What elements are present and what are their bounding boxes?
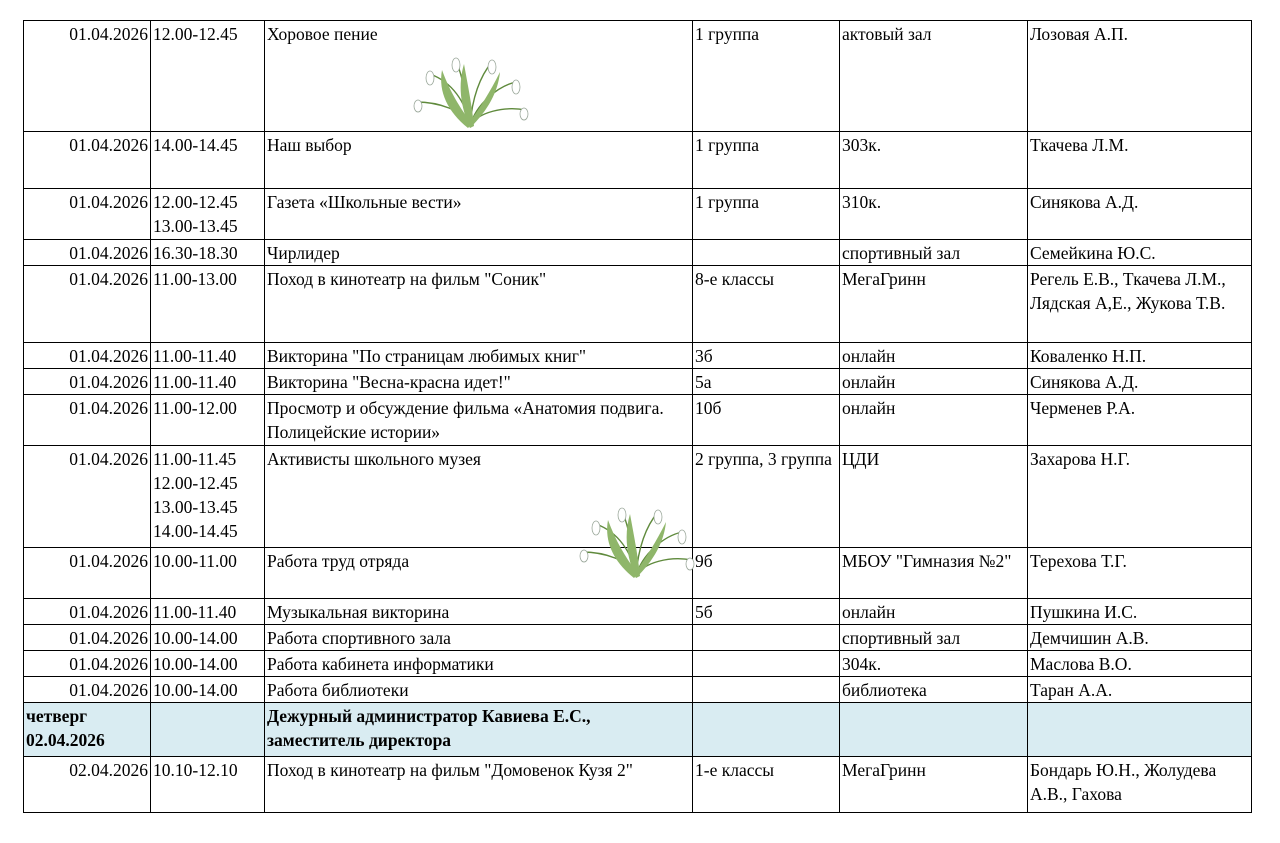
- cell-event: Викторина "По страницам любимых книг": [265, 343, 693, 369]
- cell-place: МегаГринн: [840, 757, 1028, 813]
- cell-group: [693, 677, 840, 703]
- cell-responsible: Захарова Н.Г.: [1028, 446, 1252, 548]
- cell-date: 01.04.2026: [24, 677, 151, 703]
- day-header-row: [24, 703, 1252, 757]
- cell-event: Газета «Школьные вести»: [265, 189, 693, 240]
- cell-group: 8-е классы: [693, 266, 840, 343]
- cell-place: МБОУ "Гимназия №2": [840, 548, 1028, 599]
- cell-date: 01.04.2026: [24, 189, 151, 240]
- table-row: [24, 240, 1252, 266]
- table-row: [24, 599, 1252, 625]
- cell-group: 9б: [693, 548, 840, 599]
- cell-time: 11.00-11.45 12.00-12.45 13.00-13.45 14.00-14.45: [151, 446, 265, 548]
- cell-responsible: Таран А.А.: [1028, 677, 1252, 703]
- schedule-body: [24, 21, 1252, 813]
- cell-time: 10.00-14.00: [151, 651, 265, 677]
- cell-responsible: Терехова Т.Г.: [1028, 548, 1252, 599]
- table-row: [24, 189, 1252, 240]
- cell-time: 12.00-12.45 13.00-13.45: [151, 189, 265, 240]
- cell-time: 11.00-11.40: [151, 369, 265, 395]
- cell-responsible: Регель Е.В., Ткачева Л.М., Лядская А,Е., Жукова Т.В.: [1028, 266, 1252, 343]
- cell-responsible: Демчишин А.В.: [1028, 625, 1252, 651]
- table-row: [24, 343, 1252, 369]
- cell-responsible: Коваленко Н.П.: [1028, 343, 1252, 369]
- cell-group: 1 группа: [693, 21, 840, 132]
- table-row: [24, 132, 1252, 189]
- cell-event: Хоровое пение: [265, 21, 693, 132]
- cell-group: 2 группа, 3 группа: [693, 446, 840, 548]
- cell-date: 01.04.2026: [24, 651, 151, 677]
- table-row: [24, 446, 1252, 548]
- day-header-empty: [151, 703, 265, 757]
- cell-place: спортивный зал: [840, 625, 1028, 651]
- cell-place: 304к.: [840, 651, 1028, 677]
- cell-place: 310к.: [840, 189, 1028, 240]
- day-header-empty: [840, 703, 1028, 757]
- cell-event: Работа труд отряда: [265, 548, 693, 599]
- cell-date: 01.04.2026: [24, 548, 151, 599]
- cell-date: 01.04.2026: [24, 625, 151, 651]
- schedule-table: [23, 20, 1252, 813]
- cell-date: 01.04.2026: [24, 343, 151, 369]
- cell-date: 01.04.2026: [24, 369, 151, 395]
- cell-date: 02.04.2026: [24, 757, 151, 813]
- cell-place: МегаГринн: [840, 266, 1028, 343]
- cell-place: спортивный зал: [840, 240, 1028, 266]
- cell-event: Активисты школьного музея: [265, 446, 693, 548]
- cell-group: 10б: [693, 395, 840, 446]
- cell-responsible: Маслова В.О.: [1028, 651, 1252, 677]
- cell-time: 10.00-11.00: [151, 548, 265, 599]
- cell-time: 12.00-12.45: [151, 21, 265, 132]
- cell-place: библиотека: [840, 677, 1028, 703]
- cell-responsible: Семейкина Ю.С.: [1028, 240, 1252, 266]
- cell-time: 10.10-12.10: [151, 757, 265, 813]
- cell-group: 3б: [693, 343, 840, 369]
- cell-responsible: Синякова А.Д.: [1028, 369, 1252, 395]
- cell-event: Поход в кинотеатр на фильм "Домовенок Кузя 2": [265, 757, 693, 813]
- cell-place: онлайн: [840, 395, 1028, 446]
- cell-time: 14.00-14.45: [151, 132, 265, 189]
- day-header-empty: [693, 703, 840, 757]
- cell-date: 01.04.2026: [24, 395, 151, 446]
- table-row: [24, 266, 1252, 343]
- table-row: [24, 21, 1252, 132]
- table-row: [24, 651, 1252, 677]
- cell-group: 1 группа: [693, 132, 840, 189]
- cell-date: 01.04.2026: [24, 240, 151, 266]
- cell-group: 1 группа: [693, 189, 840, 240]
- cell-group: [693, 651, 840, 677]
- cell-responsible: Синякова А.Д.: [1028, 189, 1252, 240]
- cell-date: 01.04.2026: [24, 266, 151, 343]
- table-row: [24, 395, 1252, 446]
- cell-event: Викторина "Весна-красна идет!": [265, 369, 693, 395]
- cell-event: Поход в кинотеатр на фильм "Соник": [265, 266, 693, 343]
- cell-time: 11.00-13.00: [151, 266, 265, 343]
- cell-responsible: Бондарь Ю.Н., Жолудева А.В., Гахова: [1028, 757, 1252, 813]
- table-row: [24, 625, 1252, 651]
- cell-responsible: Пушкина И.С.: [1028, 599, 1252, 625]
- cell-event: Работа кабинета информатики: [265, 651, 693, 677]
- cell-time: 16.30-18.30: [151, 240, 265, 266]
- cell-event: Наш выбор: [265, 132, 693, 189]
- table-row: [24, 757, 1252, 813]
- cell-place: ЦДИ: [840, 446, 1028, 548]
- cell-event: Просмотр и обсуждение фильма «Анатомия подвига. Полицейские истории»: [265, 395, 693, 446]
- cell-time: 11.00-11.40: [151, 343, 265, 369]
- cell-event: Чирлидер: [265, 240, 693, 266]
- cell-place: 303к.: [840, 132, 1028, 189]
- cell-group: [693, 240, 840, 266]
- cell-date: 01.04.2026: [24, 446, 151, 548]
- cell-place: онлайн: [840, 369, 1028, 395]
- cell-date: 01.04.2026: [24, 132, 151, 189]
- cell-date: 01.04.2026: [24, 21, 151, 132]
- cell-place: онлайн: [840, 599, 1028, 625]
- cell-event: Работа библиотеки: [265, 677, 693, 703]
- cell-responsible: Черменев Р.А.: [1028, 395, 1252, 446]
- cell-time: 10.00-14.00: [151, 677, 265, 703]
- cell-group: [693, 625, 840, 651]
- cell-place: онлайн: [840, 343, 1028, 369]
- day-header-admin: Дежурный администратор Кавиева Е.С., заместитель директора: [265, 703, 693, 757]
- cell-responsible: Лозовая А.П.: [1028, 21, 1252, 132]
- cell-event: Работа спортивного зала: [265, 625, 693, 651]
- cell-time: 10.00-14.00: [151, 625, 265, 651]
- cell-group: 5б: [693, 599, 840, 625]
- cell-time: 11.00-11.40: [151, 599, 265, 625]
- cell-place: актовый зал: [840, 21, 1028, 132]
- day-header-date: четверг 02.04.2026: [24, 703, 151, 757]
- cell-group: 5а: [693, 369, 840, 395]
- cell-responsible: Ткачева Л.М.: [1028, 132, 1252, 189]
- table-row: [24, 369, 1252, 395]
- cell-group: 1-е классы: [693, 757, 840, 813]
- cell-event: Музыкальная викторина: [265, 599, 693, 625]
- cell-date: 01.04.2026: [24, 599, 151, 625]
- table-row: [24, 677, 1252, 703]
- table-row: [24, 548, 1252, 599]
- day-header-empty: [1028, 703, 1252, 757]
- cell-time: 11.00-12.00: [151, 395, 265, 446]
